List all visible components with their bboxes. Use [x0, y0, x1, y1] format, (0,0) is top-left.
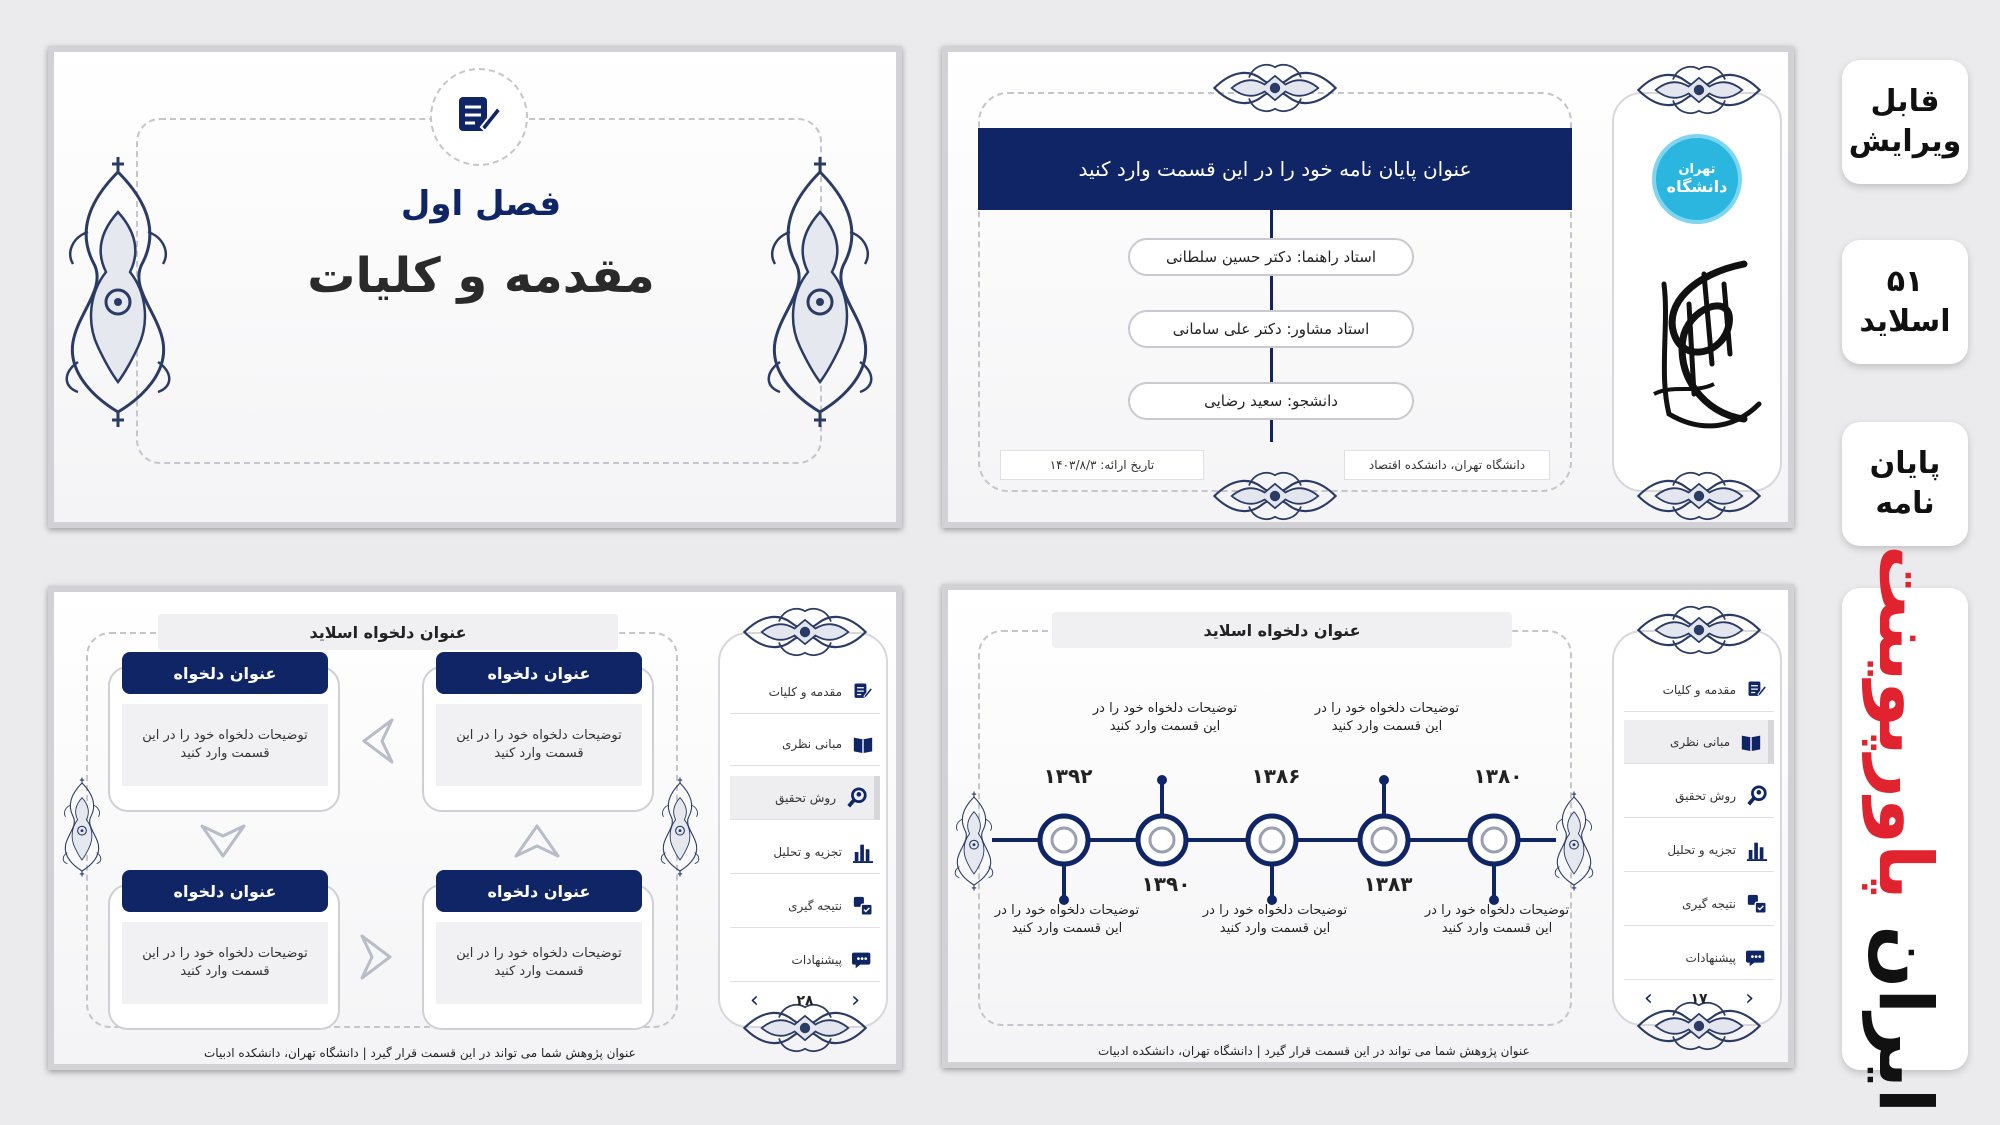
timeline-desc: توضیحات دلخواه خود را در این قسمت وارد کنید: [1202, 903, 1348, 936]
timeline-dot: [1157, 775, 1167, 785]
slide-title: عنوان دلخواه اسلاید: [1052, 612, 1512, 648]
menu-item-method[interactable]: [1624, 774, 1774, 818]
chat-icon: [852, 949, 874, 971]
menu-item-intro[interactable]: [730, 670, 880, 714]
menu-item-analysis[interactable]: [730, 830, 880, 874]
badge-line: نامه: [1875, 486, 1935, 521]
timeline-node: [1248, 816, 1296, 864]
timeline-year: ۱۳۹۰: [1141, 872, 1191, 896]
timeline-desc: توضیحات دلخواه خود را در این قسمت وارد کنید: [1314, 701, 1460, 734]
title-banner: [978, 128, 1572, 210]
thesis-title: عنوان پایان نامه خود را در این قسمت وارد کنید: [1078, 157, 1472, 181]
next-arrow-icon[interactable]: ›: [851, 988, 860, 1013]
timeline-node: [1040, 816, 1088, 864]
timeline-dot: [1379, 775, 1389, 785]
ornament-right-icon: [658, 772, 702, 882]
card-top-left: [108, 663, 340, 812]
chevron-up-icon: [512, 816, 562, 866]
sidebar-ornament-top-icon: [1634, 604, 1764, 656]
pager: [1644, 986, 1754, 1011]
bar-chart-icon: [1746, 839, 1768, 861]
slide-process[interactable]: [48, 586, 902, 1070]
edit-document-icon: [1746, 679, 1768, 701]
chapter-label: فصل اول: [400, 184, 562, 224]
timeline-node: [1360, 816, 1408, 864]
book-icon: [852, 733, 874, 755]
menu-label: روش تحقیق: [775, 790, 836, 805]
badge-line: اسلاید: [1859, 304, 1951, 339]
logo-text-bottom: دانشگاه: [1666, 177, 1728, 196]
prev-arrow-icon[interactable]: ‹: [750, 988, 759, 1013]
card-bottom-right: [422, 881, 654, 1030]
prev-arrow-icon[interactable]: ‹: [1644, 986, 1653, 1011]
badge-line: پایان: [1869, 446, 1941, 481]
card-description: توضیحات دلخواه خود را در این قسمت وارد کنید: [122, 704, 328, 786]
nav-sidebar: [718, 632, 888, 1028]
puzzle-check-icon: [852, 895, 874, 917]
menu-label: تجزیه و تحلیل: [773, 844, 842, 859]
menu-item-conclusion[interactable]: [730, 884, 880, 928]
badge-slide-count: [1842, 240, 1968, 364]
search-icon: [846, 787, 868, 809]
timeline-year: ۱۳۹۲: [1043, 764, 1093, 788]
brand-part1: ایران: [1862, 925, 1948, 1114]
cover-sidebar: [1612, 92, 1782, 492]
menu-label: پیشنهادات: [791, 952, 842, 967]
ornament-top-icon: [1210, 62, 1340, 114]
menu-label: نتیجه گیری: [1682, 896, 1736, 911]
sidebar-ornament-top-icon: [740, 606, 870, 658]
card-description: توضیحات دلخواه خود را در این قسمت وارد کنید: [436, 922, 642, 1004]
card-title: عنوان دلخواه: [122, 870, 328, 912]
brand-part2: پاورپوینت: [1862, 544, 1948, 900]
slide-cover[interactable]: [942, 46, 1794, 528]
slide-title: عنوان دلخواه اسلاید: [158, 614, 618, 650]
menu-item-suggestions[interactable]: [1624, 936, 1774, 980]
edit-badge: [430, 68, 528, 166]
menu-label: مقدمه و کلیات: [768, 684, 842, 699]
pager: [750, 988, 860, 1013]
bar-chart-icon: [852, 841, 874, 863]
badge-line: ۵۱: [1886, 264, 1924, 299]
student-pill: دانشجو: سعید رضایی: [1128, 382, 1414, 420]
menu-item-theory[interactable]: [1624, 720, 1774, 764]
menu-label: مبانی نظری: [1669, 734, 1730, 749]
chevron-left-icon: [352, 716, 402, 766]
menu-label: تجزیه و تحلیل: [1667, 842, 1736, 857]
card-top-right: [422, 663, 654, 812]
badge-line: ویرایش: [1848, 124, 1962, 159]
chat-icon: [1746, 947, 1768, 969]
timeline-desc: توضیحات دلخواه خود را در این قسمت وارد کنید: [994, 903, 1140, 936]
timeline-node: [1470, 816, 1518, 864]
menu-item-suggestions[interactable]: [730, 938, 880, 982]
timeline-year: ۱۳۸۰: [1473, 764, 1523, 788]
chapter-title: مقدمه و کلیات: [307, 248, 655, 304]
badge-thesis: [1842, 422, 1968, 546]
university-name: دانشگاه تهران، دانشکده اقتصاد: [1368, 458, 1526, 472]
supervisor-pill: استاد راهنما: دکتر حسین سلطانی: [1128, 238, 1414, 276]
footer-text: عنوان پژوهش شما می تواند در این قسمت قرار گیرد | دانشگاه تهران، دانشکده ادبیات: [1098, 1044, 1530, 1058]
card-title: عنوان دلخواه: [436, 870, 642, 912]
timeline-node: [1138, 816, 1186, 864]
page-number: ۱۷: [1690, 990, 1708, 1007]
card-title: عنوان دلخواه: [436, 652, 642, 694]
nav-sidebar: [1612, 630, 1782, 1026]
sidebar-ornament-bottom-icon: [1634, 470, 1764, 522]
badge-line: قابل: [1870, 84, 1940, 119]
advisor-pill: استاد مشاور: دکتر علی سامانی: [1128, 310, 1414, 348]
brand-logo: [1842, 544, 1968, 1114]
slide-chapter[interactable]: [48, 46, 902, 528]
card-description: توضیحات دلخواه خود را در این قسمت وارد کنید: [122, 922, 328, 1004]
sidebar-ornament-top-icon: [1634, 64, 1764, 116]
logo-text-top: تهران: [1678, 162, 1716, 177]
brand-wordmark: [1862, 545, 1948, 1113]
slide-timeline[interactable]: [942, 584, 1794, 1068]
next-arrow-icon[interactable]: ›: [1745, 986, 1754, 1011]
menu-label: مبانی نظری: [781, 736, 842, 751]
timeline-desc: توضیحات دلخواه خود را در این قسمت وارد کنید: [1092, 701, 1238, 734]
puzzle-check-icon: [1746, 893, 1768, 915]
chevron-right-icon: [352, 932, 402, 982]
menu-item-method[interactable]: [730, 776, 880, 820]
card-description: توضیحات دلخواه خود را در این قسمت وارد کنید: [436, 704, 642, 786]
menu-label: مقدمه و کلیات: [1662, 682, 1736, 697]
menu-label: نتیجه گیری: [788, 898, 842, 913]
timeline-chart: [948, 590, 1608, 1068]
timeline-year: ۱۳۸۶: [1251, 764, 1301, 788]
edit-document-icon: [852, 681, 874, 703]
menu-item-theory[interactable]: [730, 722, 880, 766]
menu-item-intro[interactable]: [1624, 668, 1774, 712]
footer-text: عنوان پژوهش شما می تواند در این قسمت قرار گیرد | دانشگاه تهران، دانشکده ادبیات: [204, 1046, 636, 1060]
ornament-left-icon: [60, 772, 104, 882]
menu-item-analysis[interactable]: [1624, 828, 1774, 872]
menu-label: روش تحقیق: [1675, 788, 1736, 803]
university-logo: [1652, 134, 1742, 224]
date-box: [1000, 450, 1204, 480]
search-icon: [1746, 785, 1768, 807]
calligraphy-bismillah-icon: [1634, 244, 1764, 444]
university-box: [1344, 450, 1550, 480]
card-bottom-left: [108, 881, 340, 1030]
ornament-bottom-icon: [1210, 470, 1340, 522]
book-icon: [1740, 731, 1762, 753]
card-title: عنوان دلخواه: [122, 652, 328, 694]
menu-label: پیشنهادات: [1685, 950, 1736, 965]
menu-item-conclusion[interactable]: [1624, 882, 1774, 926]
badge-editable: [1842, 60, 1968, 184]
edit-document-icon: [453, 91, 505, 143]
timeline-year: ۱۳۸۳: [1363, 872, 1413, 896]
timeline-desc: توضیحات دلخواه خود را در این قسمت وارد کنید: [1424, 903, 1570, 936]
page-number: ۲۸: [796, 992, 814, 1009]
presentation-date: تاریخ ارائه: ۱۴۰۳/۸/۳: [1049, 458, 1155, 472]
chevron-down-icon: [198, 816, 248, 866]
